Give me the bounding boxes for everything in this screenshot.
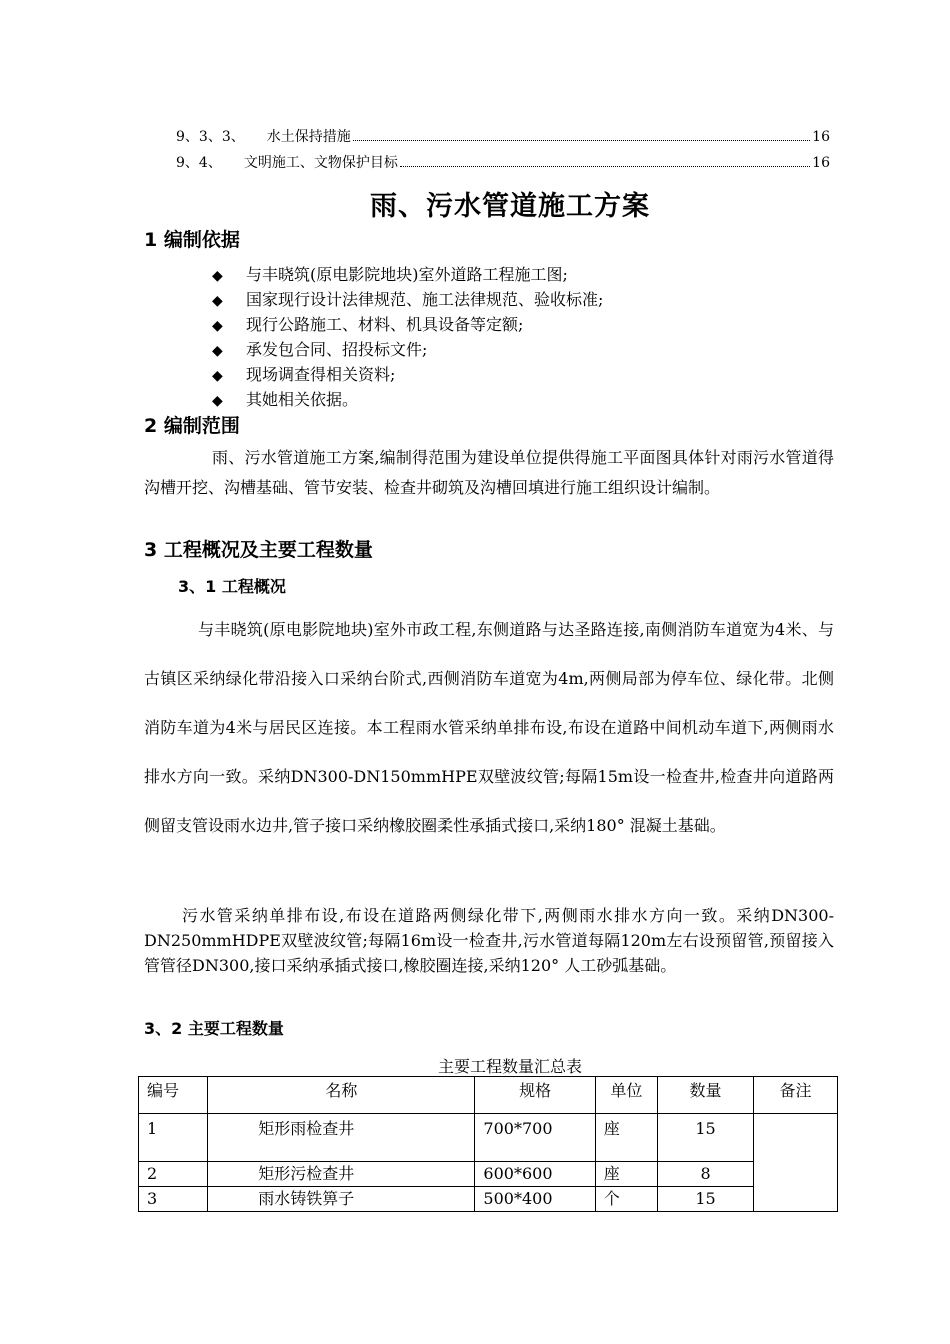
table-header-row [139, 1077, 838, 1114]
document-title: 雨、污水管道施工方案 [370, 191, 650, 222]
table-row [139, 1162, 838, 1187]
toc-number: 9、3、3、 [176, 129, 245, 145]
cell-qty: 15 [658, 1114, 754, 1162]
cell-spec: 700*700 [475, 1114, 595, 1162]
diamond-bullet-icon: ◆ [212, 393, 223, 409]
column-header: 名称 [208, 1077, 475, 1114]
diamond-bullet-icon: ◆ [212, 343, 223, 359]
cell-spec: 600*600 [475, 1162, 595, 1187]
cell-unit: 个 [595, 1187, 657, 1212]
list-item: ◆ 现场调查得相关资料; [212, 362, 603, 387]
scope-paragraph: 雨、污水管道施工方案,编制得范围为建设单位提供得施工平面图具体针对雨污水管道得沟槽开挖、沟槽基础、管节安装、检查井砌筑及沟槽回填进行施工组织设计编制。 [144, 448, 834, 497]
list-item: ◆ 国家现行设计法律规范、施工法律规范、验收标准; [212, 287, 603, 312]
cell-name: 矩形雨检查井 [208, 1114, 475, 1162]
column-header: 备注 [753, 1077, 837, 1114]
subsection-3-2-heading: 3、2 主要工程数量 [144, 1019, 284, 1038]
list-item: ◆ 与丰晓筑(原电影院地块)室外道路工程施工图; [212, 262, 603, 287]
toc-line-2[interactable] [176, 152, 830, 172]
toc-line-1[interactable] [176, 126, 830, 146]
cell-name: 雨水铸铁箅子 [208, 1187, 475, 1212]
diamond-bullet-icon: ◆ [212, 368, 223, 384]
cell-qty: 15 [658, 1187, 754, 1212]
overview-paragraph-2: 污水管采纳单排布设,布设在道路两侧绿化带下,两侧雨水排水方向一致。采纳DN300-DN250mmHDPE双壁波纹管;每隔16m设一检查井,污水管道每隔120m左右设预留管,预留接入管管径DN300,接口采纳承插式接口,橡胶圈连接,采纳120° 人工砂弧基础。 [144, 906, 834, 975]
table-row [139, 1114, 838, 1162]
diamond-bullet-icon: ◆ [212, 318, 223, 334]
cell-remark [753, 1114, 837, 1212]
list-item: ◆ 现行公路施工、材料、机具设备等定额; [212, 312, 603, 337]
section-1-heading: 1 编制依据 [144, 229, 240, 251]
column-header: 规格 [475, 1077, 595, 1114]
cell-unit: 座 [595, 1162, 657, 1187]
basis-list [212, 262, 603, 412]
toc-leader-dots [400, 166, 810, 167]
cell-no: 3 [139, 1187, 208, 1212]
diamond-bullet-icon: ◆ [212, 293, 223, 309]
diamond-bullet-icon: ◆ [212, 268, 223, 284]
list-item: ◆ 承发包合同、招投标文件; [212, 337, 603, 362]
cell-no: 2 [139, 1162, 208, 1187]
toc-page: 16 [812, 155, 830, 171]
table-row [139, 1187, 838, 1212]
cell-qty: 8 [658, 1162, 754, 1187]
cell-name: 矩形污检查井 [208, 1162, 475, 1187]
subsection-3-1-heading: 3、1 工程概况 [178, 577, 286, 596]
toc-leader-dots [353, 140, 810, 141]
toc-page: 16 [812, 129, 830, 145]
section-2-heading: 2 编制范围 [144, 415, 240, 437]
toc-title: 水土保持措施 [266, 129, 351, 145]
column-header: 数量 [658, 1077, 754, 1114]
quantity-table [138, 1076, 838, 1212]
list-item: ◆ 其她相关依据。 [212, 387, 603, 412]
toc-title: 文明施工、文物保护目标 [243, 155, 398, 171]
column-header: 编号 [139, 1077, 208, 1114]
column-header: 单位 [595, 1077, 657, 1114]
cell-spec: 500*400 [475, 1187, 595, 1212]
toc-number: 9、4、 [176, 155, 222, 171]
section-3-heading: 3 工程概况及主要工程数量 [144, 539, 373, 561]
table-caption: 主要工程数量汇总表 [437, 1057, 582, 1076]
cell-unit: 座 [595, 1114, 657, 1162]
cell-no: 1 [139, 1114, 208, 1162]
overview-paragraph-1: 与丰晓筑(原电影院地块)室外市政工程,东侧道路与达圣路连接,南侧消防车道宽为4米、与古镇区采纳绿化带沿接入口采纳台阶式,西侧消防车道宽为4m,两侧局部为停车位、绿化带。北侧消防车道为4米与居民区连接。本工程雨水管采纳单排布设,布设在道路中间机动车道下,两侧雨水排水方向一致。采纳DN300-DN150mmHPE双壁波纹管;每隔15m设一检查井,检查井向道路两侧留支管设雨水边井,管子接口采纳橡胶圈柔性承插式接口,采纳180° 混凝土基础。 [144, 620, 834, 835]
